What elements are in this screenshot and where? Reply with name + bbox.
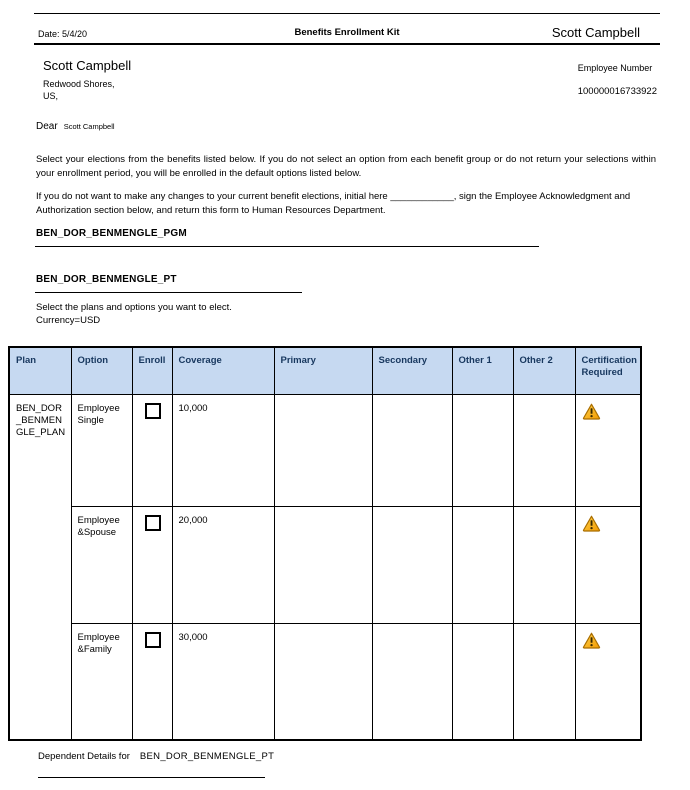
dependent-details-line (38, 751, 274, 762)
election-instructions (36, 302, 232, 327)
employee-address-line1: Redwood Shores, (43, 79, 115, 89)
certification-cell (575, 394, 641, 506)
other2-cell (513, 506, 575, 623)
option-cell: Employee Single (71, 394, 132, 506)
enroll-cell (132, 394, 172, 506)
employee-block (43, 58, 657, 102)
paragraph2-text-after: , sign the Employee Acknowledgment and Authorization section below, and return this form to Human Resources Department. (36, 191, 631, 216)
initials-blank-line[interactable]: ____________ (390, 191, 454, 202)
employee-number-value: 100000016733922 (577, 86, 657, 97)
enroll-cell (132, 506, 172, 623)
benefits-election-table (8, 346, 642, 741)
table-header-row (9, 347, 641, 394)
program-section-title: BEN_DOR_BENMENGLE_PGM (36, 228, 187, 239)
col-header-plan: Plan (9, 347, 71, 394)
instruction-line-2: Currency=USD (36, 314, 101, 326)
enroll-checkbox[interactable] (145, 403, 161, 419)
salutation-name: Scott Campbell (63, 122, 115, 131)
intro-paragraph-2 (36, 190, 656, 217)
other2-cell (513, 623, 575, 740)
salutation (36, 121, 115, 132)
secondary-cell (372, 394, 452, 506)
salutation-label: Dear (36, 121, 58, 132)
intro-paragraph-1: Select your elections from the benefits listed below. If you do not select an option from each benefit group or do not return your selections within your enrollment period, you will be enrolled in the default options listed below. (36, 154, 656, 179)
employee-number-label: Employee Number (577, 63, 653, 73)
paragraph2-text-before: If you do not want to make any changes to your current benefit elections, initial here (36, 191, 391, 202)
col-header-primary: Primary (274, 347, 372, 394)
enroll-checkbox[interactable] (145, 632, 161, 648)
coverage-cell: 20,000 (172, 506, 274, 623)
secondary-cell (372, 623, 452, 740)
col-header-secondary: Secondary (372, 347, 452, 394)
primary-cell (274, 394, 372, 506)
col-header-other2: Other 2 (513, 347, 575, 394)
enroll-cell (132, 623, 172, 740)
plan-name-cell: BEN_DOR_BENMENGLE_PLAN (9, 394, 71, 740)
plan-type-section-title: BEN_DOR_BENMENGLE_PT (36, 274, 177, 285)
certification-cell (575, 506, 641, 623)
certification-cell (575, 623, 641, 740)
dependent-details-underline (38, 777, 265, 778)
program-underline (35, 246, 539, 247)
warning-icon (582, 515, 601, 532)
document-title: Benefits Enrollment Kit (294, 27, 400, 38)
option-cell: Employee &Family (71, 623, 132, 740)
table-row (9, 506, 641, 623)
coverage-cell: 10,000 (172, 394, 274, 506)
coverage-cell: 30,000 (172, 623, 274, 740)
primary-cell (274, 506, 372, 623)
other1-cell (452, 506, 513, 623)
instruction-line-1: Select the plans and options you want to elect. (36, 302, 232, 313)
enroll-checkbox[interactable] (145, 515, 161, 531)
col-header-other1: Other 1 (452, 347, 513, 394)
employee-number-block (578, 58, 657, 102)
col-header-enroll: Enroll (132, 347, 172, 394)
other1-cell (452, 394, 513, 506)
document-header (34, 13, 660, 45)
other2-cell (513, 394, 575, 506)
employee-name: Scott Campbell (43, 58, 132, 73)
header-employee-name: Scott Campbell (551, 25, 640, 40)
employee-address-block (43, 58, 131, 102)
dependent-details-label: Dependent Details for (38, 751, 130, 762)
col-header-certification: Certification Required (575, 347, 641, 394)
other1-cell (452, 623, 513, 740)
table-row (9, 623, 641, 740)
warning-icon (582, 632, 601, 649)
primary-cell (274, 623, 372, 740)
option-cell: Employee &Spouse (71, 506, 132, 623)
warning-icon (582, 403, 601, 420)
employee-address-line2: US, (43, 91, 59, 101)
col-header-coverage: Coverage (172, 347, 274, 394)
plan-type-underline (35, 292, 302, 293)
dependent-details-value: BEN_DOR_BENMENGLE_PT (139, 751, 275, 762)
secondary-cell (372, 506, 452, 623)
header-date: Date: 5/4/20 (38, 29, 88, 39)
col-header-option: Option (71, 347, 132, 394)
table-row (9, 394, 641, 506)
